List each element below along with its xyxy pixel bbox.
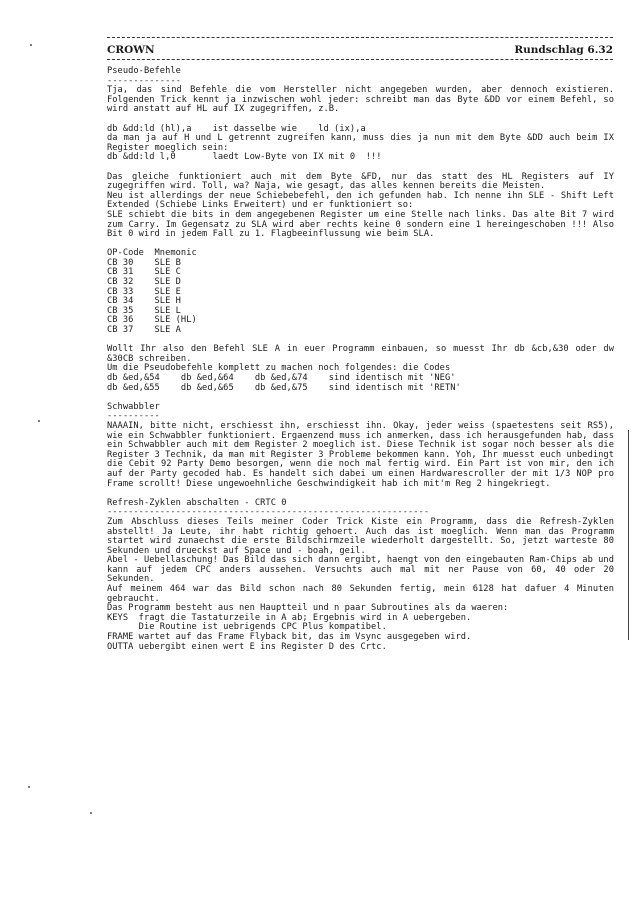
code-line: CB 36 SLE (HL)	[107, 315, 197, 326]
scan-speck	[38, 420, 40, 422]
code-line: db &dd:ld (hl),a ist dasselbe wie ld (ix),a	[107, 123, 366, 134]
section-title-underline: ----------	[107, 411, 160, 422]
code-line: db &dd:ld l,0 laedt Low-Byte von IX mit 0 !!!	[107, 152, 382, 163]
scan-speck	[90, 812, 92, 814]
page-header	[107, 44, 613, 58]
paragraph: Neu ist allerdings der neue Schiebebefehl, den ich gefunden hab. Ich nenne ihn SLE - Shift Left Extended (Schiebe Links Erweitert) und er funktioniert so:	[107, 190, 614, 211]
scan-speck	[30, 44, 32, 46]
scan-edge-line	[628, 430, 629, 640]
section	[107, 499, 614, 653]
section-title: Pseudo-Befehle	[107, 66, 181, 76]
code-line: KEYS fragt die Tastaturzeile in A ab; Ergebnis wird in A uebergeben.	[107, 612, 472, 623]
paragraph: Auf meinem 464 war das Bild schon nach 80 Sekunden fertig, mein 6128 hat dafuer 4 Minuten gebraucht.	[107, 584, 614, 604]
paragraph: SLE schiebt die bits in dem angegebenen Register um eine Stelle nach links. Das alte Bit 7 wird zum Carry. Im Gegensatz zu SLA wird aber rechts keine 0 sondern eine 1 hereingeschoben !!! Also Bit 0 wird in jedem Fall zu 1. Flagbeeinflussung wie beim SLA.	[107, 209, 614, 240]
code-line: FRAME wartet auf das Frame Flyback bit, das im Vsync ausgegeben wird.	[107, 632, 472, 643]
top-rule	[107, 37, 613, 38]
code-line: db &ed,&54 db &ed,&64 db &ed,&74 sind identisch mit 'NEG'	[107, 373, 456, 383]
header-magazine: CROWN	[107, 44, 155, 56]
code-line: CB 34 SLE H	[107, 296, 181, 307]
paragraph: Das Programm besteht aus nen Hauptteil und n paar Subroutines als da waeren:	[107, 603, 509, 614]
scan-speck	[28, 786, 30, 788]
code-line: CB 32 SLE D	[107, 277, 181, 288]
paragraph: Um die Pseudobefehle komplett zu machen noch folgendes: die Codes	[107, 363, 451, 374]
header-rule	[107, 59, 613, 60]
paragraph: Tja, das sind Befehle die vom Hersteller nicht angegeben wurden, aber dennoch existieren. Folgenden Trick kennt ja inzwischen wohl jeder: schreibt man das Byte &DD vor einem Befehl, so wird anstatt auf HL auf IX zugegriffen, z.B.	[107, 85, 614, 115]
paragraph: Wollt Ihr also den Befehl SLE A in euer Programm einbauen, so muesst Ihr db &cb,&30 oder dw &30CB schreiben.	[107, 344, 614, 364]
code-line: CB 35 SLE L	[107, 305, 181, 316]
paragraph: Das gleiche funktioniert auch mit dem Byte &FD, nur das statt des HL Registers auf IY zugegriffen wird. Toll, wa? Naja, wie gesagt, das alles kennen bereits die Meisten.	[107, 171, 614, 192]
code-line: Die Routine ist uebrigends CPC Plus kompatibel.	[107, 622, 387, 633]
code-line: CB 31 SLE C	[107, 267, 181, 278]
code-line: CB 30 SLE B	[107, 257, 181, 268]
code-line: OUTTA uebergibt einen wert E ins Register D des Crtc.	[107, 641, 387, 652]
code-line: CB 33 SLE E	[107, 286, 181, 297]
paragraph: da man ja auf H und L getrennt zugreifen kann, muss dies ja nun mit dem Byte &DD auch beim IX Register moeglich sein:	[107, 133, 614, 153]
section	[107, 403, 614, 499]
document-body	[107, 67, 614, 652]
code-line: CB 37 SLE A	[107, 325, 181, 336]
section-title: Schwabbler	[107, 401, 160, 412]
section-title: Refresh-Zyklen abschalten - CRTC 0	[107, 497, 287, 508]
section-title-underline: -------------------------------------------------------------	[107, 507, 430, 518]
paragraph: NAAAIN, bitte nicht, erschiesst ihn, erschiesst ihn. Okay, jeder weiss (spaetestens seit RS5), wie ein Schwabbler funktioniert. Ergaenzend muss ich anmerken, dass ich herausgefunden hab, dass ein Schwabbler auch mit dem Register 2 moeglich ist. Diese Technik ist sogar noch besser als die Register 3 Technik, da man mit Register 3 Probleme bekommen kann. Yoh, Ihr muesst euch unbedingt die Cebit 92 Party Demo besorgen, wenn die noch mal fertig wird. Ein Part ist von mir, den ich auf der Party gecoded hab. Es handelt sich dabei um einen Hardwarescroller der mit 1/3 NOP pro Frame scrollt! Diese ungewoehnliche Geschwindigkeit hab ich mit'm Reg 2 hingekriegt.	[107, 420, 614, 489]
paragraph: Abel - Uebellaschung! Das Bild das sich dann ergibt, haengt von den eingebauten Ram-Chips ab und kann auf jedem CPC anders aussehen. Versuchts auch mal mit ner Pause von 60, 40 oder 20 Sekunden.	[107, 555, 614, 585]
code-line: db &ed,&55 db &ed,&65 db &ed,&75 sind identisch mit 'RETN'	[107, 382, 461, 393]
header-issue-page: Rundschlag 6.32	[514, 44, 613, 56]
blank-line	[107, 393, 614, 403]
code-line: OP-Code Mnemonic	[107, 248, 197, 259]
section-title-underline: --------------	[107, 75, 181, 86]
section	[107, 67, 614, 403]
paragraph: Zum Abschluss dieses Teils meiner Coder Trick Kiste ein Programm, dass die Refresh-Zyklen abstellt! Ja Leute, ihr habt richtig gehoert. Auch das ist moeglich. Wenn man das Programm startet wird zunaechst die erste Bildschirmzeile wiederholt dargestellt. So, jetzt warteste 80 Sekunden und drueckst auf Space und - boah, geil.	[107, 516, 614, 556]
